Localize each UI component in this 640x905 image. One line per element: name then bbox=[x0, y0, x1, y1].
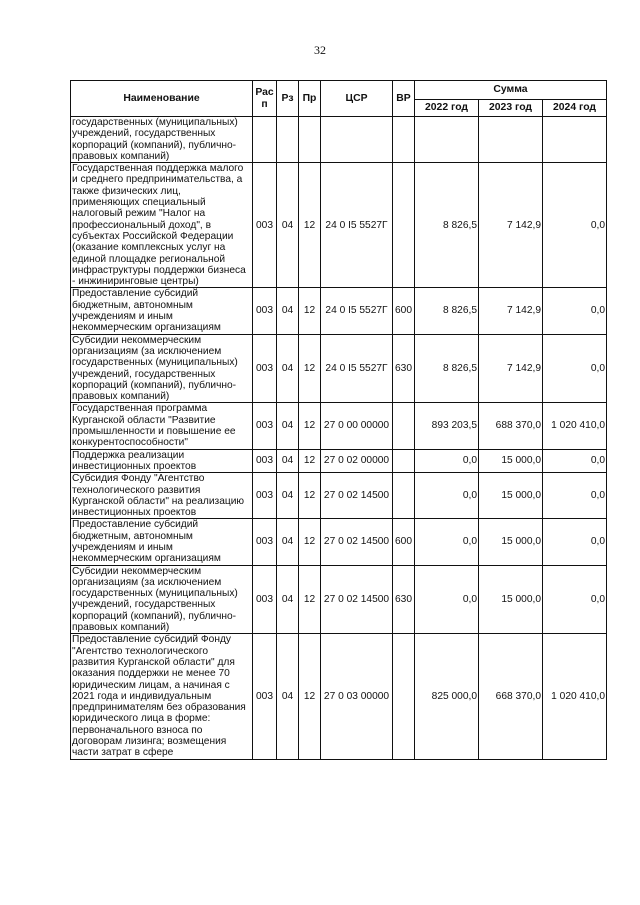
row-sum-2022: 8 826,5 bbox=[415, 163, 479, 288]
row-sum-2023: 668 370,0 bbox=[479, 634, 543, 759]
row-rasp bbox=[253, 117, 277, 163]
row-csr: 27 0 02 14500 bbox=[321, 519, 393, 565]
row-name: Субсидия Фонду "Агентство технологического развития Курганской области" на реализацию инвестиционных проектов bbox=[71, 473, 253, 519]
row-name: Государственная программа Курганской области "Развитие промышленности и повышение ее конкурентоспособности" bbox=[71, 403, 253, 449]
table-row bbox=[71, 334, 607, 403]
row-pr: 12 bbox=[299, 403, 321, 449]
table-row bbox=[71, 634, 607, 759]
header-csr: ЦСР bbox=[321, 81, 393, 117]
row-sum-2023 bbox=[479, 117, 543, 163]
row-csr: 27 0 02 00000 bbox=[321, 449, 393, 473]
row-csr bbox=[321, 117, 393, 163]
row-name: Предоставление субсидий Фонду "Агентство технологического развития Курганской области" для оказания поддержки не менее 70 юридическим лицам, а начиная с 2021 года и индивидуальным предпринимателям без образования юридического лица в форме: первоначального взноса по договорам лизинга; возмещения части затрат в сфере bbox=[71, 634, 253, 759]
row-vr: 600 bbox=[393, 519, 415, 565]
table-row bbox=[71, 565, 607, 634]
row-rasp: 003 bbox=[253, 163, 277, 288]
row-vr bbox=[393, 403, 415, 449]
row-pr: 12 bbox=[299, 519, 321, 565]
row-csr: 24 0 I5 5527Г bbox=[321, 288, 393, 334]
row-rz: 04 bbox=[277, 288, 299, 334]
row-sum-2023: 15 000,0 bbox=[479, 519, 543, 565]
row-sum-2024 bbox=[543, 117, 607, 163]
row-vr bbox=[393, 634, 415, 759]
row-csr: 24 0 I5 5527Г bbox=[321, 334, 393, 403]
row-rasp: 003 bbox=[253, 473, 277, 519]
row-pr: 12 bbox=[299, 334, 321, 403]
header-year-2022: 2022 год bbox=[415, 100, 479, 117]
row-sum-2022: 0,0 bbox=[415, 519, 479, 565]
row-pr: 12 bbox=[299, 565, 321, 634]
row-rz: 04 bbox=[277, 334, 299, 403]
row-csr: 27 0 00 00000 bbox=[321, 403, 393, 449]
row-sum-2024: 0,0 bbox=[543, 565, 607, 634]
row-sum-2024: 0,0 bbox=[543, 334, 607, 403]
row-csr: 24 0 I5 5527Г bbox=[321, 163, 393, 288]
header-name: Наименование bbox=[71, 81, 253, 117]
header-rasp: Рас п bbox=[253, 81, 277, 117]
row-rasp: 003 bbox=[253, 403, 277, 449]
row-pr: 12 bbox=[299, 449, 321, 473]
row-sum-2024: 0,0 bbox=[543, 288, 607, 334]
row-rz: 04 bbox=[277, 634, 299, 759]
header-year-2024: 2024 год bbox=[543, 100, 607, 117]
row-sum-2023: 15 000,0 bbox=[479, 473, 543, 519]
row-sum-2022: 0,0 bbox=[415, 449, 479, 473]
row-name: государственных (муниципальных) учреждений, государственных корпораций (компаний), публично-правовых компаний) bbox=[71, 117, 253, 163]
row-sum-2023: 7 142,9 bbox=[479, 334, 543, 403]
row-name: Субсидии некоммерческим организациям (за исключением государственных (муниципальных) учреждений, государственных корпораций (компаний), публично-правовых компаний) bbox=[71, 565, 253, 634]
row-sum-2024: 0,0 bbox=[543, 519, 607, 565]
budget-table bbox=[70, 80, 607, 760]
header-vr: ВР bbox=[393, 81, 415, 117]
row-vr: 630 bbox=[393, 565, 415, 634]
row-sum-2024: 0,0 bbox=[543, 449, 607, 473]
page-number: 32 bbox=[314, 43, 326, 57]
row-rz: 04 bbox=[277, 473, 299, 519]
row-rz: 04 bbox=[277, 565, 299, 634]
row-sum-2022: 8 826,5 bbox=[415, 334, 479, 403]
table-row bbox=[71, 449, 607, 473]
row-rasp: 003 bbox=[253, 334, 277, 403]
row-name: Государственная поддержка малого и среднего предпринимательства, а также физических лиц, применяющих специальный налоговый режим "Налог на профессиональный доход", в субъектах Российской Федерации (оказание комплексных услуг на единой площадке региональной инфраструктуры поддержки бизнеса - инжиниринговые центры) bbox=[71, 163, 253, 288]
row-vr bbox=[393, 163, 415, 288]
row-sum-2022: 0,0 bbox=[415, 473, 479, 519]
row-vr: 600 bbox=[393, 288, 415, 334]
row-rasp: 003 bbox=[253, 565, 277, 634]
row-pr bbox=[299, 117, 321, 163]
row-rz: 04 bbox=[277, 163, 299, 288]
table-row bbox=[71, 473, 607, 519]
row-rz: 04 bbox=[277, 403, 299, 449]
row-sum-2022: 8 826,5 bbox=[415, 288, 479, 334]
row-sum-2023: 7 142,9 bbox=[479, 288, 543, 334]
row-sum-2024: 0,0 bbox=[543, 163, 607, 288]
row-sum-2023: 7 142,9 bbox=[479, 163, 543, 288]
row-sum-2023: 15 000,0 bbox=[479, 449, 543, 473]
header-rz: Рз bbox=[277, 81, 299, 117]
row-vr bbox=[393, 449, 415, 473]
row-name: Субсидии некоммерческим организациям (за исключением государственных (муниципальных) учреждений, государственных корпораций (компаний), публично-правовых компаний) bbox=[71, 334, 253, 403]
row-sum-2024: 1 020 410,0 bbox=[543, 403, 607, 449]
row-rasp: 003 bbox=[253, 634, 277, 759]
row-name: Предоставление субсидий бюджетным, автономным учреждениям и иным некоммерческим организациям bbox=[71, 519, 253, 565]
row-sum-2024: 0,0 bbox=[543, 473, 607, 519]
row-vr: 630 bbox=[393, 334, 415, 403]
row-sum-2022: 825 000,0 bbox=[415, 634, 479, 759]
row-pr: 12 bbox=[299, 634, 321, 759]
row-rz: 04 bbox=[277, 449, 299, 473]
header-sum: Сумма bbox=[415, 81, 607, 100]
table-row bbox=[71, 403, 607, 449]
row-sum-2022: 893 203,5 bbox=[415, 403, 479, 449]
table-row bbox=[71, 117, 607, 163]
row-name: Предоставление субсидий бюджетным, автономным учреждениям и иным некоммерческим организациям bbox=[71, 288, 253, 334]
row-rz bbox=[277, 117, 299, 163]
row-sum-2022 bbox=[415, 117, 479, 163]
row-pr: 12 bbox=[299, 288, 321, 334]
header-pr: Пр bbox=[299, 81, 321, 117]
row-csr: 27 0 02 14500 bbox=[321, 473, 393, 519]
row-sum-2022: 0,0 bbox=[415, 565, 479, 634]
table-row bbox=[71, 519, 607, 565]
row-rz: 04 bbox=[277, 519, 299, 565]
table-row bbox=[71, 288, 607, 334]
row-rasp: 003 bbox=[253, 288, 277, 334]
row-sum-2024: 1 020 410,0 bbox=[543, 634, 607, 759]
row-sum-2023: 688 370,0 bbox=[479, 403, 543, 449]
row-pr: 12 bbox=[299, 473, 321, 519]
row-name: Поддержка реализации инвестиционных проектов bbox=[71, 449, 253, 473]
row-sum-2023: 15 000,0 bbox=[479, 565, 543, 634]
table-row bbox=[71, 163, 607, 288]
header-year-2023: 2023 год bbox=[479, 100, 543, 117]
row-csr: 27 0 03 00000 bbox=[321, 634, 393, 759]
row-vr bbox=[393, 473, 415, 519]
row-pr: 12 bbox=[299, 163, 321, 288]
row-vr bbox=[393, 117, 415, 163]
row-csr: 27 0 02 14500 bbox=[321, 565, 393, 634]
row-rasp: 003 bbox=[253, 519, 277, 565]
row-rasp: 003 bbox=[253, 449, 277, 473]
